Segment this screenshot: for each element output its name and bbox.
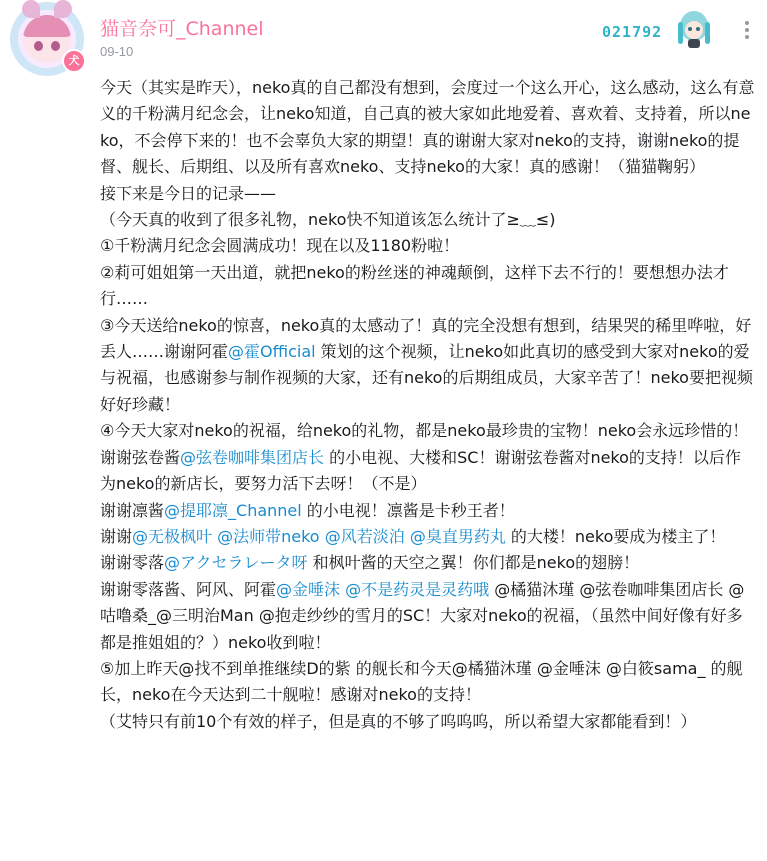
more-options-icon[interactable] xyxy=(740,18,754,52)
mention-link[interactable]: @无极枫叶 xyxy=(132,526,213,546)
content-line xyxy=(100,524,755,550)
mention-link[interactable]: @アクセラレータ呀 xyxy=(164,553,308,573)
text: ③今天送给neko的惊喜，neko真的太感动了！真的完全没想有想到，结果哭的稀里哗啦，好丢人……谢谢阿霍 xyxy=(100,315,752,362)
username[interactable]: 猫音奈可_Channel xyxy=(100,18,264,40)
mention-link[interactable]: @风若淡泊 xyxy=(324,526,405,546)
content-line: ⑤加上昨天@找不到单推继续D的紫 的舰长和今天@橘猫沐瑾 @金唾沫 @白筱sama_ 的舰长，neko在今天达到二十舰啦！感谢对neko的支持！ xyxy=(100,658,743,705)
text: 谢谢弦卷酱 xyxy=(100,447,181,467)
text: 的小电视！凛酱是卡秒王者！ xyxy=(301,500,515,520)
content-line xyxy=(100,550,755,576)
mention-link[interactable]: @提耶凛_Channel xyxy=(164,500,302,520)
text: 谢谢零落 xyxy=(100,553,165,573)
text: 谢谢 xyxy=(100,526,133,546)
mention-link[interactable]: @不是药灵是灵药哦 xyxy=(345,579,490,599)
mention-link[interactable]: @金唾沫 xyxy=(276,579,341,599)
fan-number: 021792 xyxy=(602,23,663,41)
content-line: ②莉可姐姐第一天出道，就把neko的粉丝迷的神魂颠倒，这样下去不行的！要想想办法才行…… xyxy=(100,262,729,309)
content-line: ①千粉满月纪念会圆满成功！现在以及1180粉啦！ xyxy=(100,236,460,256)
content-line xyxy=(100,498,755,524)
text: 和枫叶酱的天空之翼！你们都是neko的翅膀！ xyxy=(307,553,640,573)
post-content xyxy=(100,75,755,735)
content-line xyxy=(100,577,755,656)
text: 谢谢凛酱 xyxy=(100,500,165,520)
text: 的大楼！neko要成为楼主了！ xyxy=(505,526,726,546)
content-line: 接下来是今日的记录—— xyxy=(100,183,277,203)
content-paragraph: 今天（其实是昨天），neko真的自己都没有想到，会度过一个这么开心，这么感动，这么有意义的千粉满月纪念会，让neko知道，自己真的被大家如此地爱着、喜欢着、支持着，所以neko，不会停下来的！也不会辜负大家的期望！真的谢谢大家对neko的支持，谢谢neko的提督、舰长、后期组、以及所有喜欢neko、支持neko的大家！真的感谢！（猫猫鞠躬） xyxy=(100,78,755,177)
mention-link[interactable]: @法师带neko xyxy=(217,526,320,546)
content-line: ④今天大家对neko的祝福，给neko的礼物，都是neko最珍贵的宝物！neko会永远珍惜的！ xyxy=(100,421,749,441)
text: 策划的这个视频，让neko如此真切的感受到大家对neko的爱与祝福，也感谢参与制作视频的大家，还有neko的后期组成员，大家辛苦了！neko要把视频好好珍藏！ xyxy=(100,342,753,414)
mention-link[interactable]: @弦卷咖啡集团店长 xyxy=(180,447,325,467)
fan-mascot-icon xyxy=(674,6,714,50)
mention-link[interactable]: @霍Official xyxy=(228,342,316,362)
avatar[interactable] xyxy=(10,2,84,76)
text: 谢谢零落酱、阿风、阿霍 xyxy=(100,579,277,599)
fan-card[interactable] xyxy=(600,6,718,52)
text: 的小电视、大楼和SC！谢谢弦卷酱对neko的支持！以后作为neko的新店长，要努力活下去呀！（不是） xyxy=(100,447,741,494)
text: @橘猫沐瑾 @弦卷咖啡集团店长 @咕噜桑_@三明治Man @抱走纱纱的雪月的SC！大家对neko的祝福，（虽然中间好像有好多都是推姐姐的？）neko收到啦！ xyxy=(100,579,745,652)
avatar-ear-right-icon xyxy=(54,0,72,18)
content-line xyxy=(100,445,755,498)
avatar-ear-left-icon xyxy=(22,0,40,18)
mention-link[interactable]: @臭直男药丸 xyxy=(409,526,506,546)
avatar-badge: 犬 xyxy=(62,49,86,73)
content-line: （艾特只有前10个有效的样子，但是真的不够了呜呜呜，所以希望大家都能看到！） xyxy=(100,711,697,731)
post-date: 09-10 xyxy=(100,44,134,59)
content-line xyxy=(100,313,755,419)
content-line: （今天真的收到了很多礼物，neko快不知道该怎么统计了≥﹏≤) xyxy=(100,210,556,230)
